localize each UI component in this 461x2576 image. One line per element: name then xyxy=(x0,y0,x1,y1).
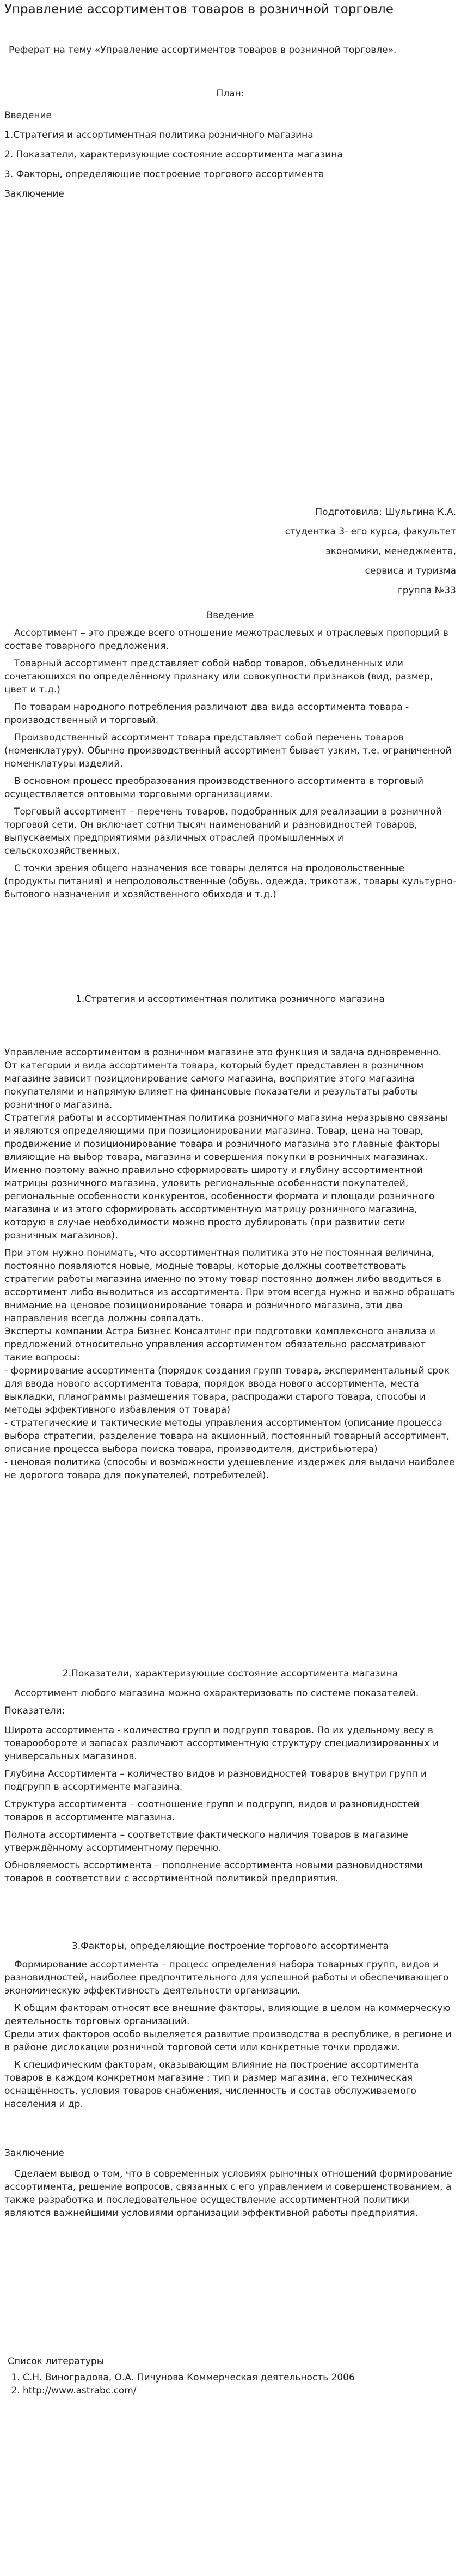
plan-list xyxy=(4,109,456,201)
author-line: группа №33 xyxy=(397,585,456,596)
author-line: экономики, менеджмента, xyxy=(325,546,456,557)
section-heading-2: 2.Показатели, характеризующие состояние ассортимента магазина xyxy=(62,1668,398,1679)
references xyxy=(8,2355,459,2397)
references-heading: Список литературы xyxy=(8,2356,105,2367)
abstract-topic: Реферат на тему «Управление ассортиментов товаров в розничной торговле». xyxy=(9,45,397,56)
plan-item: 3. Факторы, определяющие построение торгового ассортимента xyxy=(4,169,324,180)
paragraph: Производственный ассортимент товара представляет собой перечень товаров (номенклатуру). Обычно производственный ассортимент бывает узким, т.е. ограниченной номенклатуры изделий. xyxy=(4,732,452,769)
paragraph: Формирование ассортимента – процесс определения набора товарных групп, видов и разновидностей, наиболее предпочтительного для успешной работы и обеспечивающего экономическую эффективность деятельности организации. xyxy=(4,1959,449,1996)
reference-link[interactable]: 2. http://www.astrabc.com/ xyxy=(23,2384,459,2397)
paragraph: По товарам народного потребления различают два вида ассортимента товара - производственный и торговый. xyxy=(4,702,409,726)
paragraph: - стратегические и тактические методы управления ассортиментом (описание процесса выбора стратегии, разделение товара на акционный, постоянный товарный ассортимент, описание процесса выбора поиска товара, производителя, дистрибьютера) xyxy=(4,1418,450,1455)
paragraph: Товарный ассортимент представляет собой набор товаров, объединенных или сочетающихся по определённому признаку или совокупности признаков (вид, размер, цвет и т.д.) xyxy=(4,658,433,695)
paragraph: Эксперты компании Астра Бизнес Консалтинг при подготовки комплексного анализа и предложений относительно управления ассортиментом обязательно рассматривают такие вопросы: xyxy=(4,1326,435,1363)
paragraph: Именно поэтому важно правильно сформировать широту и глубину ассортиментной матрицы розничного магазина, уловить региональные особенности покупателей, региональные особенности конкурентов, особенности формата и площади розничного магазина и из этого сформировать ассортиментную матрицу розничного магазина, которую в случае необходимости можно просто дублировать (при развитии сети розничных магазинов). xyxy=(4,1165,435,1241)
plan-item: 1.Стратегия и ассортиментная политика розничного магазина xyxy=(4,130,314,141)
reference-item: 1. С.Н. Виноградова, О.А. Пичунова Коммерческая деятельность 2006 xyxy=(23,2371,459,2384)
paragraph: - формирование ассортимента (порядок создания групп товара, экспериментальный срок для ввода нового ассортимента товара, порядок ввода нового ассортимента, места выкладки, планограммы размещения товара, распродажи старого товара, способы и методы эффективного избавления от товара) xyxy=(4,1365,450,1415)
intro-body xyxy=(4,627,456,901)
section2-body xyxy=(4,1687,456,1885)
paragraph: Широта ассортимента - количество групп и подгрупп товаров. По их удельному весу в товарообороте и запасах различают ассортиментную структуру специализированных и универсальных магазинов. xyxy=(4,1725,439,1762)
plan-heading: План: xyxy=(216,88,244,99)
paragraph: Торговый ассортимент – перечень товаров, подобранных для реализации в розничной торговой сети. Он включает сотни тысяч наименований и разновидностей товаров, выпускаемых предприятиями различных отраслей промышленных и сельскохозяйственных. xyxy=(4,806,442,856)
author-line: Подготовила: Шульгина К.А. xyxy=(315,507,456,518)
paragraph: Стратегия работы и ассортиментная политика розничного магазина неразрывно связаны и являются определяющими при позиционировании магазина. Товар, цена на товар, продвижение и позиционирование товара и розничного магазина это главные факторы влияющие на выбор товара, магазина и совершения покупки в розничных магазинах. xyxy=(4,1113,448,1163)
author-line: сервиса и туризма xyxy=(365,566,456,576)
author-info xyxy=(4,506,456,597)
paragraph: Структура ассортимента – соотношение групп и подгрупп, видов и разновидностей товаров в ассортименте магазина. xyxy=(4,1799,420,1823)
paragraph: К специфическим факторам, оказывающим влияние на построение ассортимента товаров в каждом конкретном магазине : тип и размер магазина, его техническая оснащённость, условия товаров снабжения, численность и состав обслуживаемого населения и др. xyxy=(4,2059,419,2110)
section3-body xyxy=(4,1958,456,2111)
paragraph: Обновляемость ассортимента – пополнение ассортимента новыми разновидностями товаров в соответствии с ассортиментной политикой предприятия. xyxy=(4,1860,423,1884)
paragraph: Показатели: xyxy=(4,1705,65,1716)
references-list xyxy=(8,2371,459,2397)
paragraph: При этом нужно понимать, что ассортиментная политика это не постоянная величина, постоянно появляются новые, модные товары, которые должны соответствовать стратегии работы магазина именно по этому товар постоянно должен либо вводиться в ассортимент либо выводиться из ассортимента. При этом всегда нужно и важно обращать внимание на ценовое позиционирование товара и розничного магазина, эти два направления всегда должны совпадать. xyxy=(4,1248,456,1324)
paragraph: Полнота ассортимента – соответствие фактического наличия товаров в магазине утверждённому ассортиментному перечню. xyxy=(4,1830,408,1854)
section1-body xyxy=(4,1046,456,1482)
paragraph: К общим факторам относят все внешние факторы, влияющие в целом на коммерческую деятельность торговых организаций. xyxy=(4,2003,451,2027)
author-line: студентка 3- его курса, факультет xyxy=(285,526,456,537)
paragraph: - ценовая политика (способы и возможности удешевление издержек для выдачи наиболее не дорогого товара для покупателей, потребителей). xyxy=(4,1457,455,1481)
plan-item: Заключение xyxy=(4,189,64,199)
section-heading-1: 1.Стратегия и ассортиментная политика розничного магазина xyxy=(76,994,385,1005)
section-heading-intro: Введение xyxy=(206,610,254,621)
conclusion-heading: Заключение xyxy=(4,2148,64,2159)
paragraph: Ассортимент любого магазина можно охарактеризовать по системе показателей. xyxy=(14,1688,419,1699)
paragraph: В основном процесс преобразования производственного ассортимента в торговый осуществляется оптовыми торговыми организациями. xyxy=(4,776,424,800)
plan-item: 2. Показатели, характеризующие состояние ассортимента магазина xyxy=(4,149,343,160)
paragraph: Глубина Ассортимента – количество видов и разновидностей товаров внутри групп и подгрупп в ассортименте магазина. xyxy=(4,1769,427,1793)
document-title: Управление ассортиментов товаров в розничной торговле xyxy=(4,2,394,16)
paragraph: Среди этих факторов особо выделяется развитие производства в республике, в регионе и в районе дислокации розничной торговой сети или конкретные точки продажи. xyxy=(4,2029,452,2053)
plan-item: Введение xyxy=(4,110,52,121)
paragraph: Ассортимент – это прежде всего отношение межотраслевых и отраслевых пропорций в составе товарного предложения. xyxy=(4,628,448,652)
conclusion-text: Сделаем вывод о том, что в современных условиях рыночных отношений формирование ассортимента, решение вопросов, связанных с его управлением и совершенствованием, а также разработка и последовательное осуществление ассортиментной политики являются важнейшими условиями организации эффективной работы предприятия. xyxy=(4,2168,452,2219)
section-heading-3: 3.Факторы, определяющие построение торгового ассортимента xyxy=(71,1941,389,1952)
paragraph: С точки зрения общего назначения все товары делятся на продовольственные (продукты питания) и непродовольственные (обувь, одежда, трикотаж, товары культурно-бытового назначения и хозяйственного обихода и т.д.) xyxy=(4,863,456,900)
paragraph: Управление ассортиментом в розничном магазине это функция и задача одновременно. От категории и вида ассортимента товара, который будет представлен в розничном магазине зависит позиционирование самого магазина, восприятие этого магазина покупателями и напрямую влияет на финансовые показатели и результаты работы розничного магазина. xyxy=(4,1047,441,1110)
